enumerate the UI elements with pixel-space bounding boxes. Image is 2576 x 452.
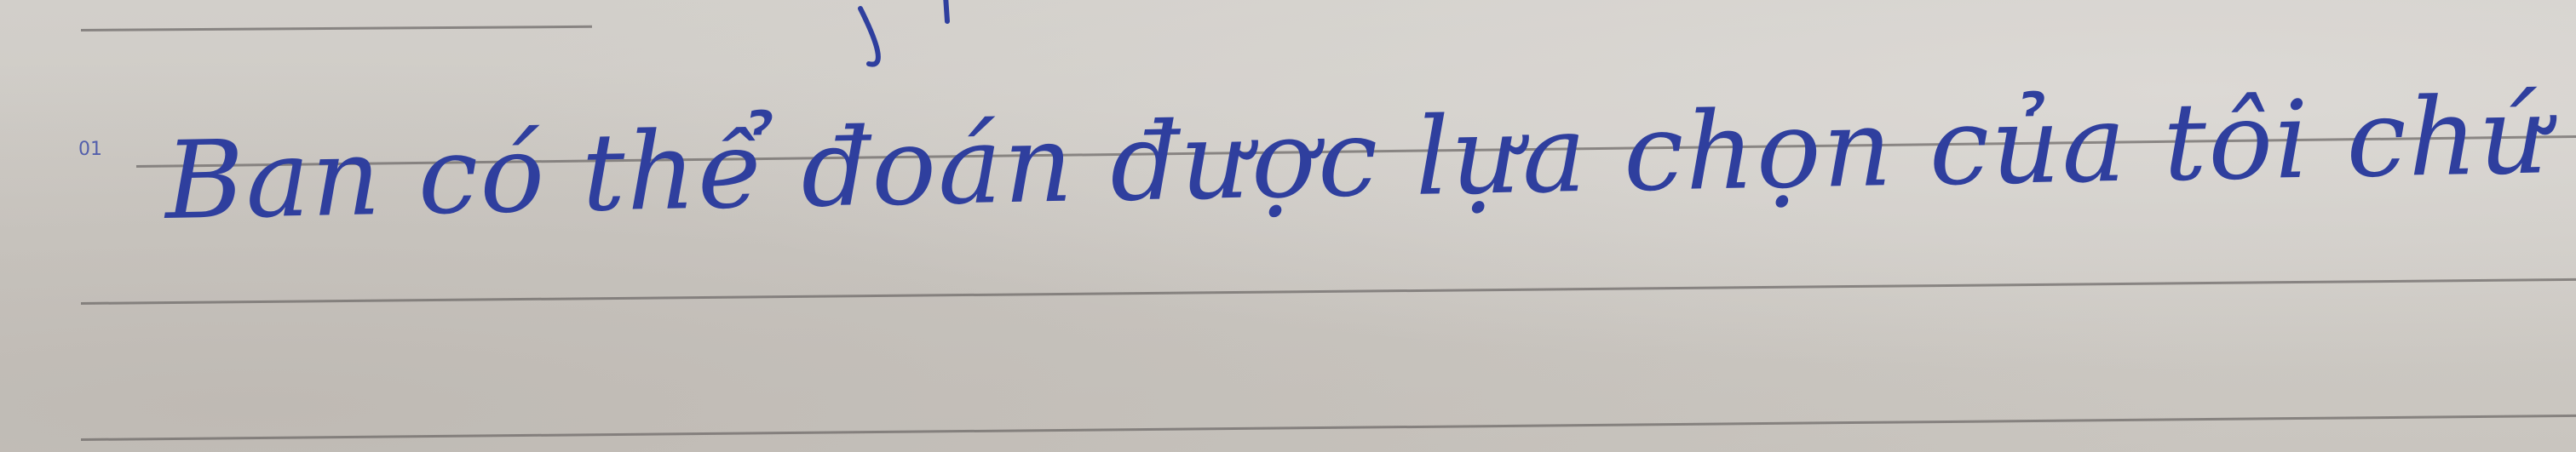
ruled-line (81, 278, 2576, 305)
previous-line-scribble (852, 0, 1005, 72)
ruled-line (81, 415, 2576, 441)
line-number: 01 (78, 139, 102, 160)
ruled-line (81, 26, 592, 31)
handwritten-sentence: Ban có thể đoán được lựa chọn của tôi chứ (164, 72, 2551, 243)
